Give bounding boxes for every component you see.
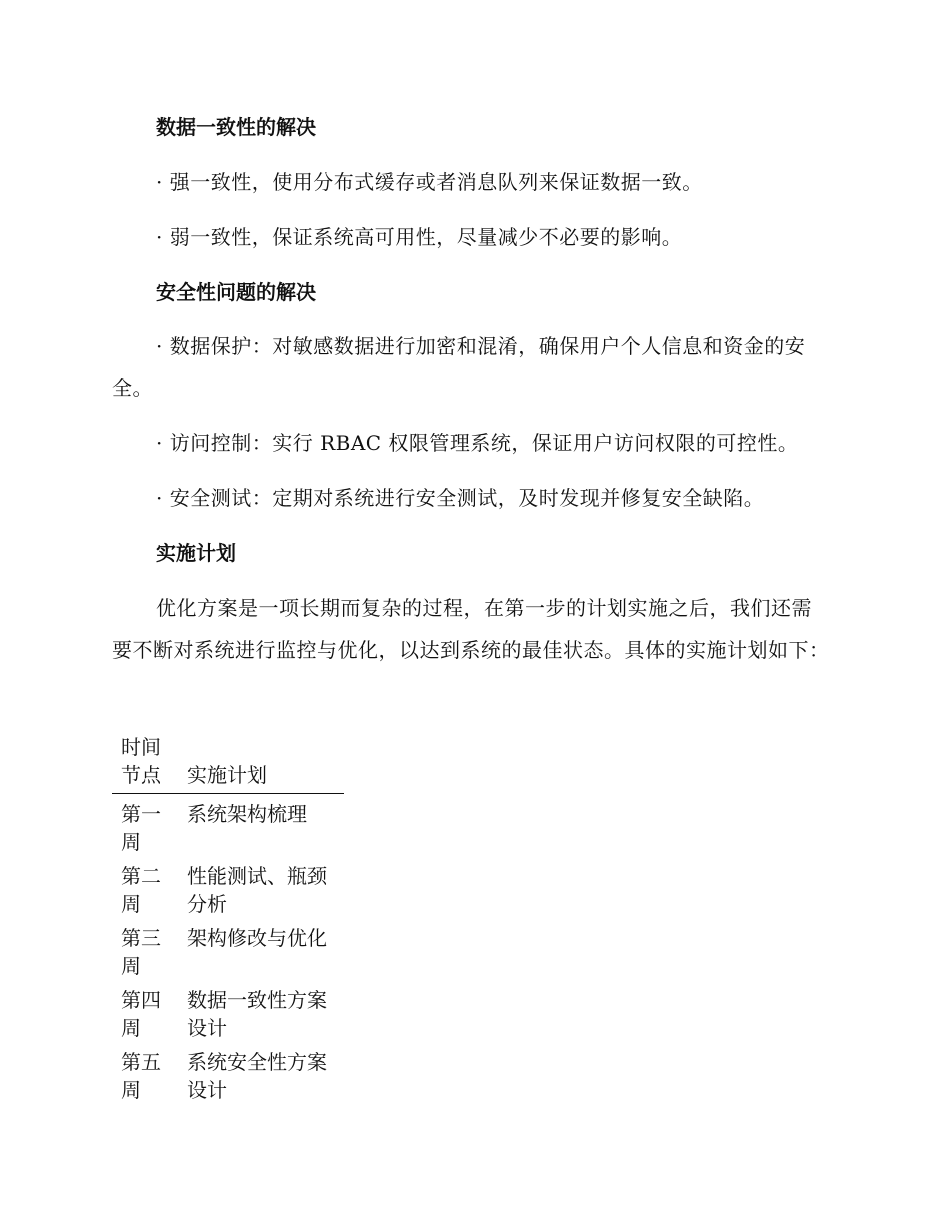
paragraph-access-control: · 访问控制：实行 RBAC 权限管理系统，保证用户访问权限的可控性。	[156, 431, 799, 455]
table-header-time: 时间节点	[121, 735, 161, 787]
table-cell-plan: 架构修改与优化	[187, 926, 327, 950]
table-cell-plan: 性能测试、瓶颈分析	[187, 864, 327, 916]
table-header-row	[112, 733, 344, 794]
section-heading-security: 安全性问题的解决	[156, 280, 316, 304]
table-row	[112, 924, 344, 980]
table-cell-plan: 数据一致性方案设计	[187, 988, 327, 1040]
table-cell-plan: 系统安全性方案设计	[187, 1050, 327, 1102]
table-row	[112, 1048, 344, 1104]
table-row	[112, 800, 344, 856]
paragraph-security-testing: · 安全测试：定期对系统进行安全测试，及时发现并修复安全缺陷。	[156, 486, 765, 510]
table-cell-time: 第五周	[121, 1050, 161, 1102]
table-row	[112, 862, 344, 918]
section-heading-consistency: 数据一致性的解决	[156, 115, 316, 139]
paragraph-strong-consistency: · 强一致性，使用分布式缓存或者消息队列来保证数据一致。	[156, 170, 703, 194]
table-cell-time: 第一周	[121, 802, 161, 854]
section-heading-plan: 实施计划	[156, 541, 236, 565]
paragraph-weak-consistency: · 弱一致性，保证系统高可用性，尽量减少不必要的影响。	[156, 225, 683, 249]
paragraph-data-protection: · 数据保护：对敏感数据进行加密和混淆，确保用户个人信息和资金的安全。	[112, 334, 806, 400]
implementation-plan-table	[112, 733, 344, 1104]
table-cell-plan: 系统架构梳理	[187, 802, 307, 826]
paragraph-plan-intro: 优化方案是一项长期而复杂的过程，在第一步的计划实施之后，我们还需要不断对系统进行监控与优化，以达到系统的最佳状态。具体的实施计划如下：	[112, 596, 830, 662]
table-cell-time: 第四周	[121, 988, 161, 1040]
table-row	[112, 986, 344, 1042]
table-cell-time: 第二周	[121, 864, 161, 916]
table-cell-time: 第三周	[121, 926, 161, 978]
table-header-plan: 实施计划	[187, 763, 267, 787]
